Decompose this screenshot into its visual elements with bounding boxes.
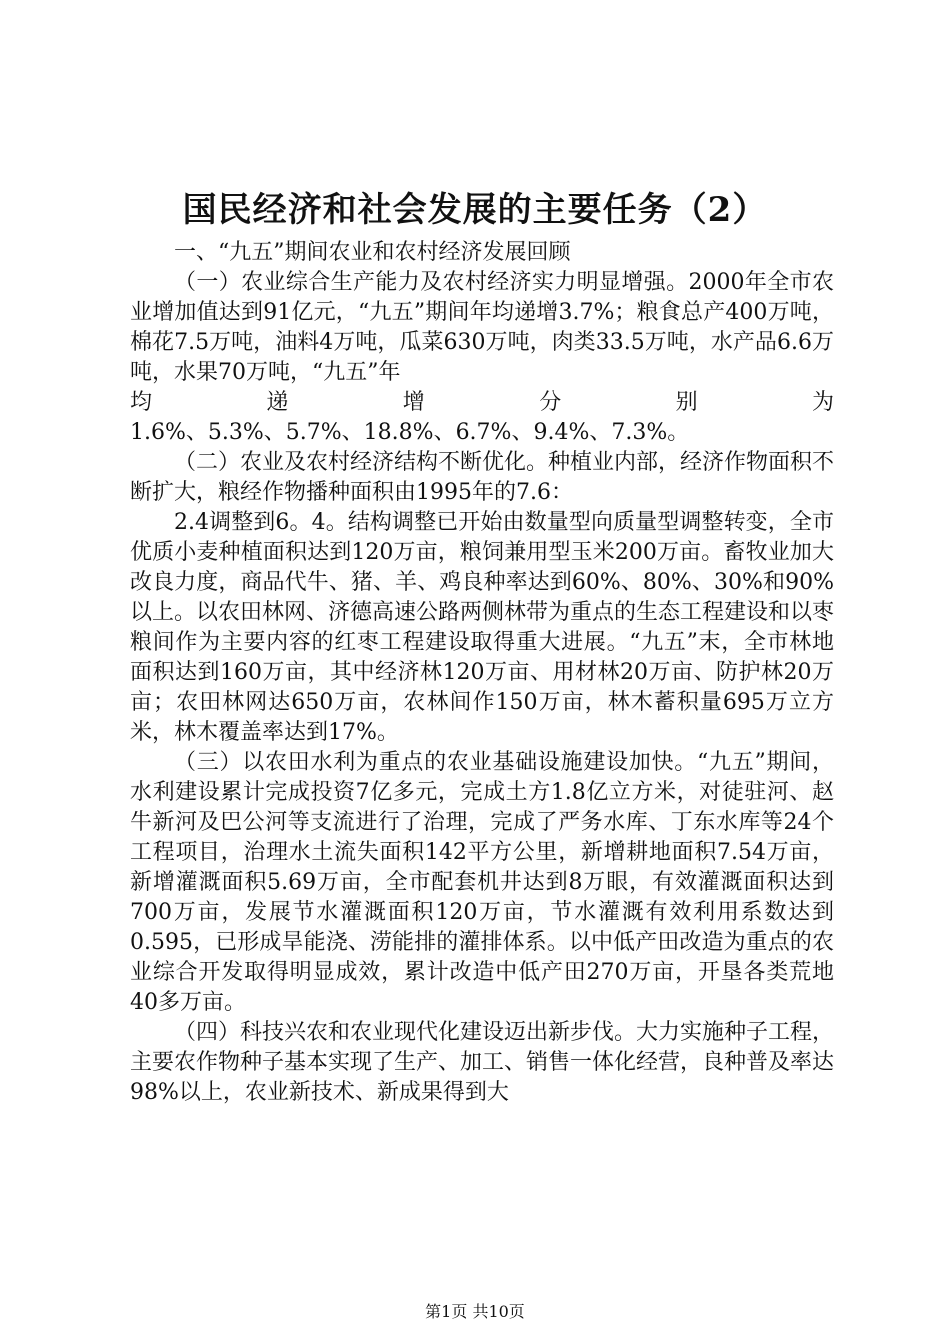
- paragraph-1-end: 1.6%、5.3%、5.7%、18.8%、6.7%、9.4%、7.3%。: [130, 420, 690, 445]
- paragraph-5: （四）科技兴农和农业现代化建设迈出新步伐。大力实施种子工程，主要农作物种子基本实现了生产、加工、销售一体化经营，良种普及率达98%以上，农业新技术、新成果得到大: [130, 1020, 835, 1105]
- page-footer: 第1页 共10页: [425, 1302, 525, 1321]
- paragraph-4: （三）以农田水利为重点的农业基础设施建设加快。“九五”期间，水利建设累计完成投资7亿多元，完成土方1.8亿立方米，对徒驻河、赵牛新河及巴公河等支流进行了治理，完成了严务水库、丁东水库等24个工程项目，治理水土流失面积142平方公里，新增耕地面积7.54万亩，新增灌溉面积5.69万亩，全市配套机井达到8万眼，有效灌溉面积达到700万亩，发展节水灌溉面积120万亩，节水灌溉有效利用系数达到0.595，已形成旱能浇、涝能排的灌排体系。以中低产田改造为重点的农业综合开发取得明显成效，累计改造中低产田270万亩，开垦各类荒地40多万亩。: [130, 750, 834, 1015]
- section-heading: 一、“九五”期间农业和农村经济发展回顾: [174, 240, 571, 265]
- paragraph-1: （一）农业综合生产能力及农村经济实力明显增强。2000年全市农业增加值达到91亿元，“九五”期间年均递增3.7%；粮食总产400万吨，棉花7.5万吨，油料4万吨，瓜菜630万吨，肉类33.5万吨，水产品6.6万吨，水果70万吨，“九五”年: [130, 270, 834, 385]
- paragraph-1-spread-line: 均 递 增 分 别 为: [130, 390, 834, 415]
- document-body: [130, 238, 834, 1108]
- paragraph-2: （二）农业及农村经济结构不断优化。种植业内部，经济作物面积不断扩大，粮经作物播种面积由1995年的7.6：: [130, 450, 835, 505]
- document-title: 国民经济和社会发展的主要任务（2）: [182, 190, 768, 230]
- paragraph-3: 2.4调整到6。4。结构调整已开始由数量型向质量型调整转变，全市优质小麦种植面积达到120万亩，粮饲兼用型玉米200万亩。畜牧业加大改良力度，商品代牛、猪、羊、鸡良种率达到60%、80%、30%和90%以上。以农田林网、济德高速公路两侧林带为重点的生态工程建设和以枣粮间作为主要内容的红枣工程建设取得重大进展。“九五”末，全市林地面积达到160万亩，其中经济林120万亩、用材林20万亩、防护林20万亩；农田林网达650万亩，农林间作150万亩，林木蓄积量695万立方米，林木覆盖率达到17%。: [130, 510, 835, 745]
